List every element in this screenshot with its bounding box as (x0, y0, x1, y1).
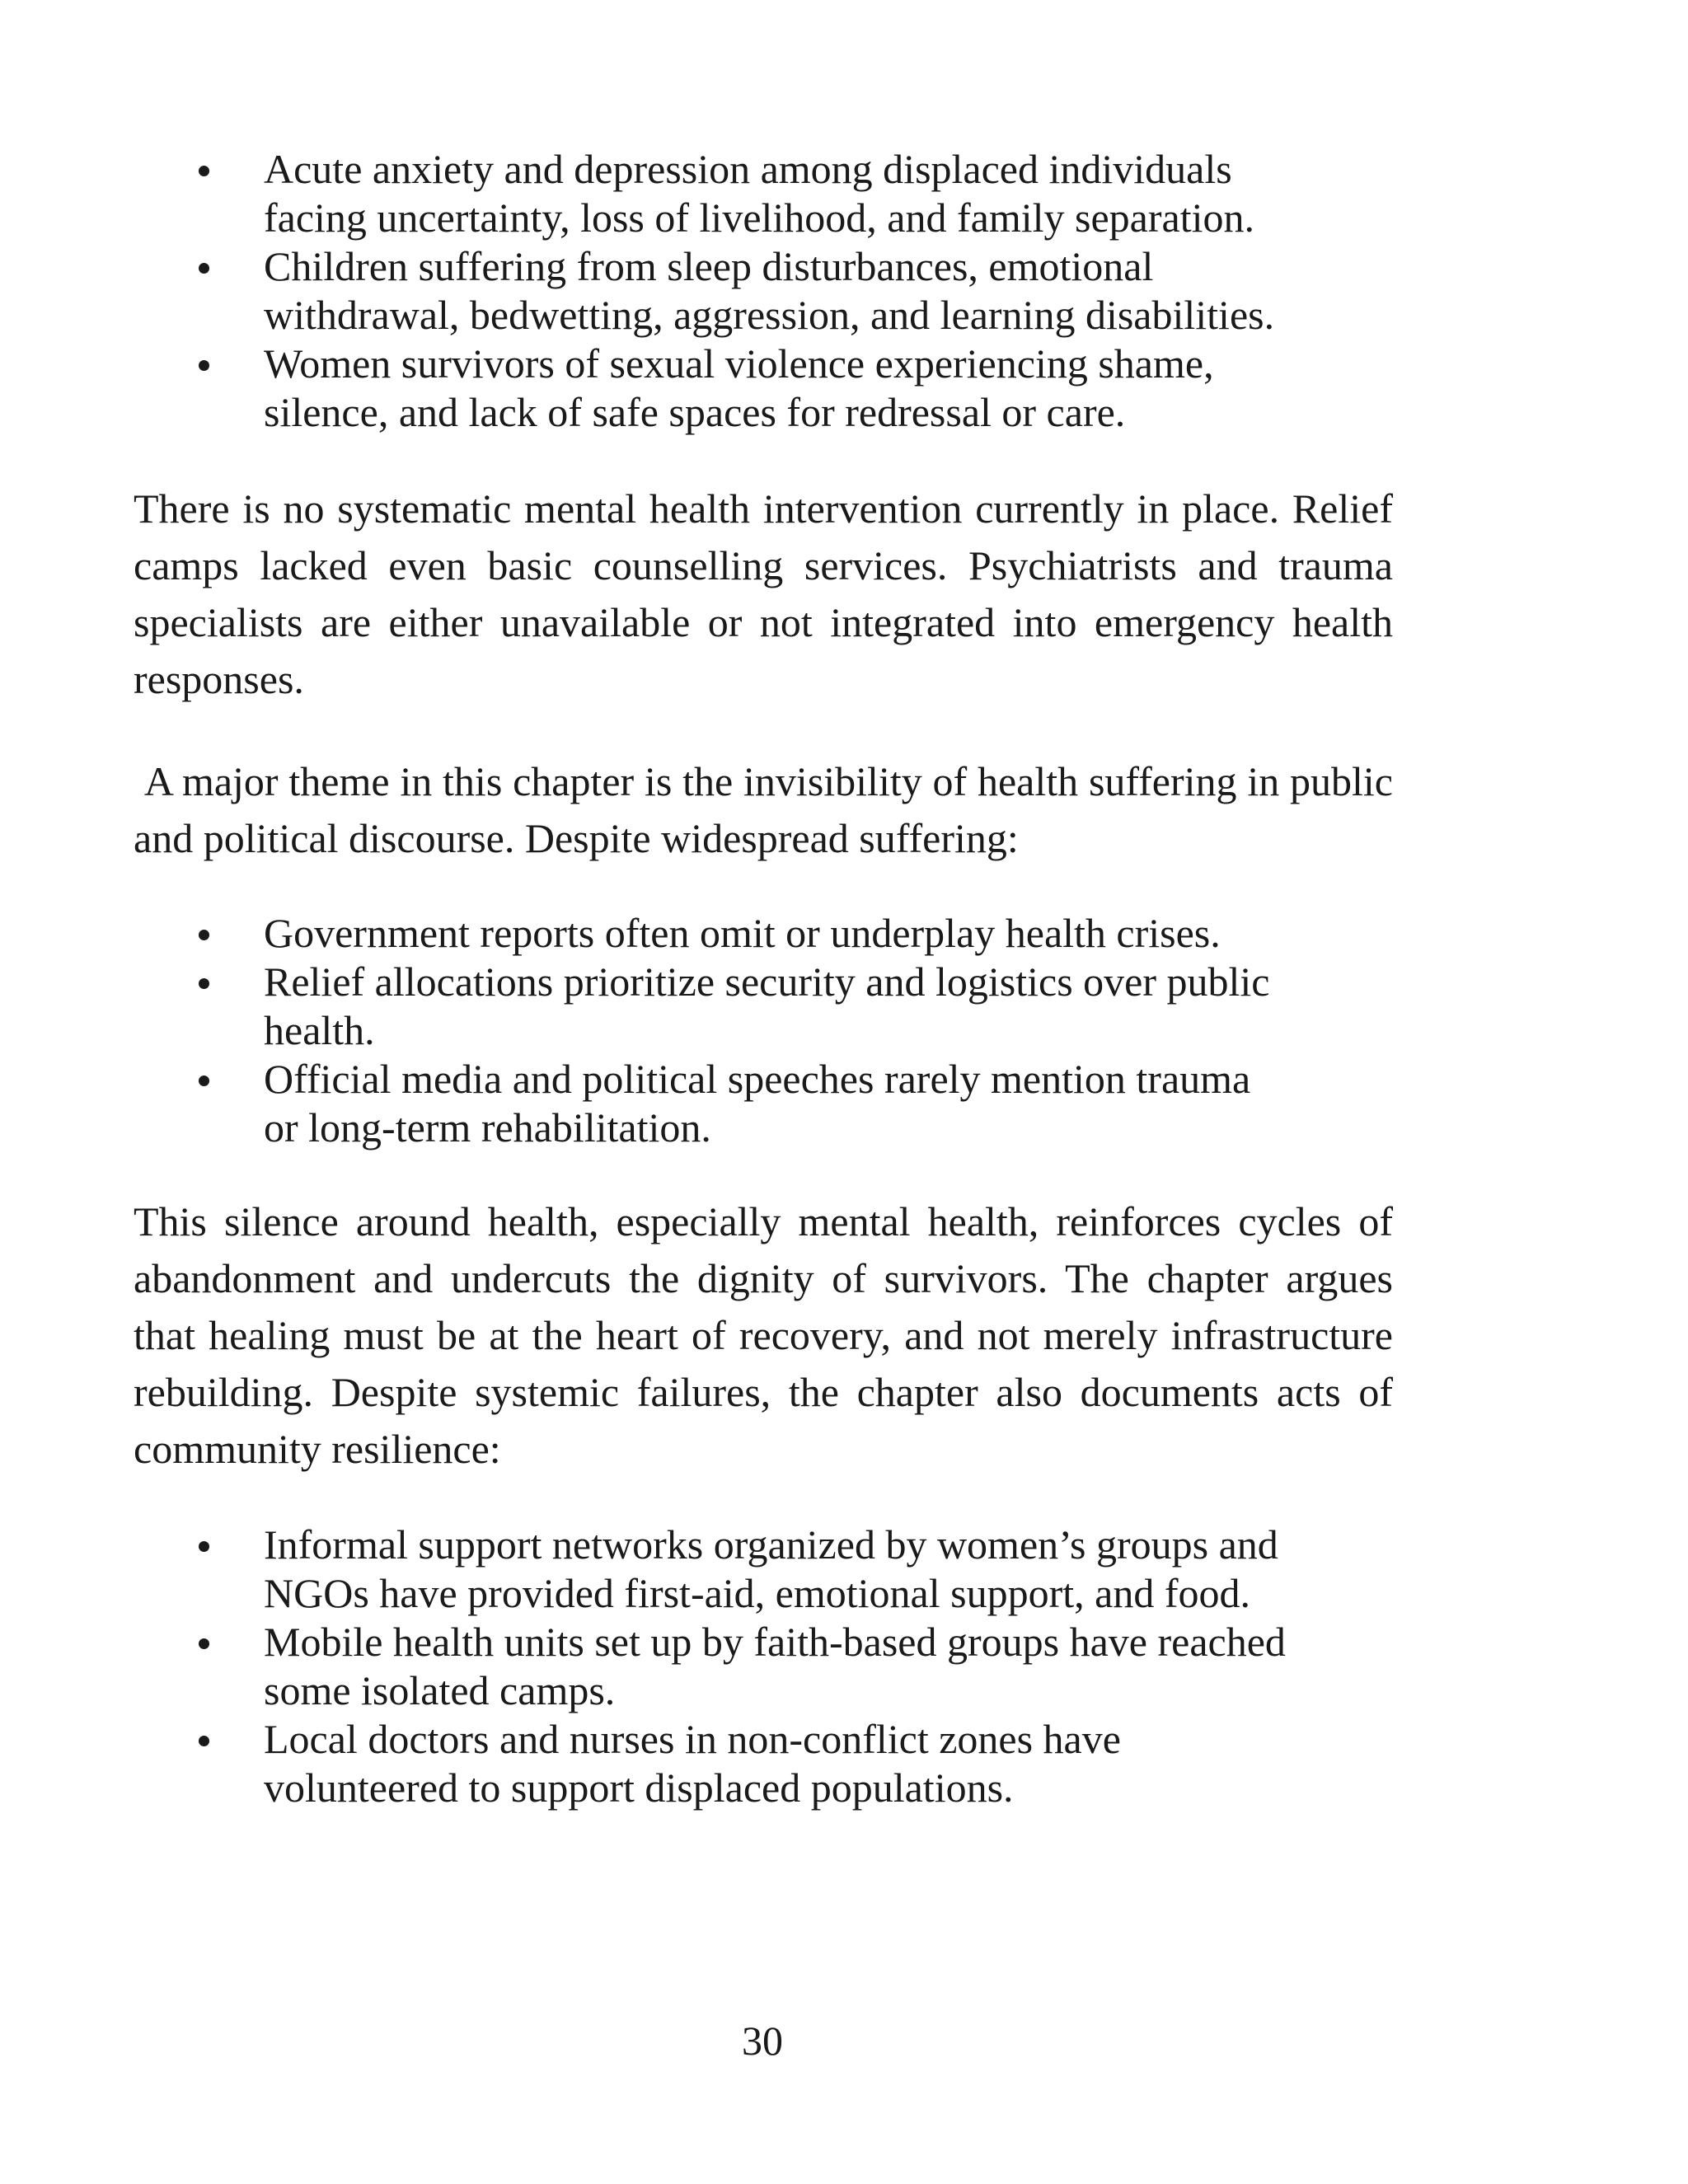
list-item-text: Women survivors of sexual violence experiencing shame, silence, and lack of safe spaces for redressal or care. (264, 340, 1214, 435)
list-item-text: Children suffering from sleep disturbances, emotional withdrawal, bedwetting, aggression, and learning disabilities. (264, 243, 1275, 338)
list-item-text: Government reports often omit or underplay health crises. (264, 910, 1221, 956)
paragraph-no-intervention: There is no systematic mental health intervention currently in place. Relief camps lacked even basic counselling services. Psychiatrists and trauma specialists are either unavailable or not integrated into emergency health responses. (134, 485, 1393, 702)
bullet-icon (199, 930, 209, 940)
bullet-list-mental-health-issues (134, 145, 1393, 437)
bullet-list-community-resilience (134, 1521, 1393, 1812)
bullet-icon (199, 1076, 209, 1086)
paragraph-invisibility-theme: A major theme in this chapter is the invisibility of health suffering in public and political discourse. Despite widespread suffering: (134, 758, 1404, 861)
page-number-text: 30 (742, 2018, 783, 2064)
list-item (134, 145, 1286, 242)
bullet-icon (199, 263, 209, 274)
list-item (134, 909, 1286, 958)
bullet-icon (199, 1736, 209, 1746)
list-item-text: Relief allocations prioritize security and logistics over public health. (264, 958, 1270, 1053)
list-item (134, 1055, 1286, 1152)
bullet-icon (199, 1638, 209, 1649)
list-item (134, 1618, 1286, 1715)
list-item (134, 958, 1286, 1055)
list-item (134, 340, 1286, 437)
list-item-text: Informal support networks organized by women’s groups and NGOs have provided first-aid, emotional support, and food. (264, 1521, 1278, 1616)
page-number (0, 2016, 1688, 2065)
bullet-icon (199, 978, 209, 989)
list-item-text: Official media and political speeches rarely mention trauma or long-term rehabilitation. (264, 1056, 1251, 1151)
list-item-text: Mobile health units set up by faith-based groups have reached some isolated camps. (264, 1619, 1286, 1713)
page-content (134, 145, 1404, 1812)
bullet-list-omissions (134, 909, 1393, 1152)
bullet-icon (199, 1541, 209, 1552)
list-item-text: Local doctors and nurses in non-conflict zones have volunteered to support displaced populations. (264, 1716, 1121, 1811)
bullet-icon (199, 166, 209, 176)
paragraph-silence-around-health: This silence around health, especially mental health, reinforces cycles of abandonment and undercuts the dignity of survivors. The chapter argues that healing must be at the heart of recovery, and not merely infrastructure rebuilding. Despite systemic failures, the chapter also documents acts of community resilience: (134, 1198, 1393, 1472)
bullet-icon (199, 360, 209, 371)
list-item (134, 242, 1286, 340)
list-item (134, 1521, 1286, 1618)
list-item-text: Acute anxiety and depression among displaced individuals facing uncertainty, loss of livelihood, and family separation. (264, 146, 1254, 241)
list-item (134, 1715, 1286, 1812)
